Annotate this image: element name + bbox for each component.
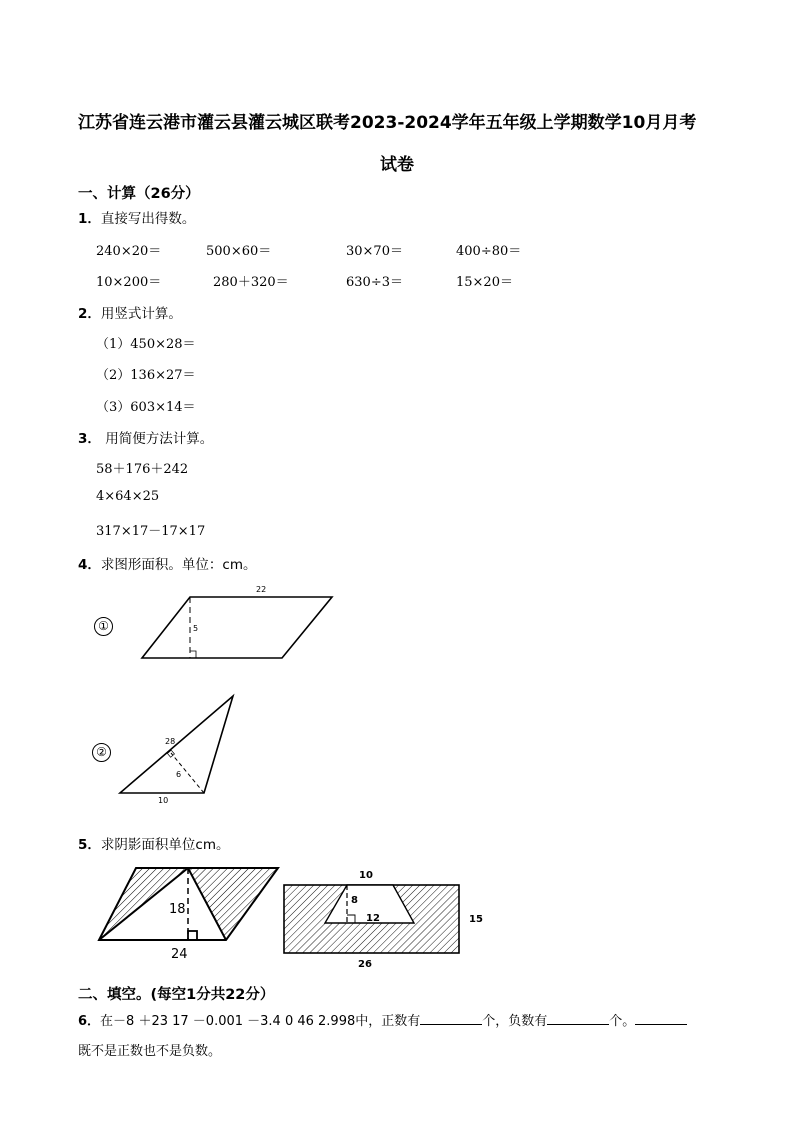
q6-blank-neither[interactable] xyxy=(635,1010,687,1025)
q4-text: 求图形面积。单位：cm。 xyxy=(100,557,257,573)
triangle-side-label: 28 xyxy=(165,737,176,746)
q2-item2: （2）136×27＝ xyxy=(96,368,196,383)
right-angle-mark xyxy=(190,651,196,658)
q6-text-a: 在－8 ＋23 17 －0.001 －3.4 0 46 2.998中，正数有 xyxy=(100,1014,421,1029)
q1 xyxy=(78,207,195,227)
parallelogram-shape xyxy=(142,597,332,658)
q4 xyxy=(78,553,256,573)
q1-r1c2: 500×60＝ xyxy=(206,244,272,259)
q2 xyxy=(78,302,182,322)
q6-blank-positive[interactable] xyxy=(420,1010,482,1025)
section1-heading: 一、计算（26分） xyxy=(78,186,200,202)
shaded-parallelogram-figure xyxy=(92,862,284,962)
q6-blank-negative[interactable] xyxy=(547,1010,609,1025)
parallelogram-figure xyxy=(130,580,350,670)
q3 xyxy=(78,427,213,447)
fig2-marker: ② xyxy=(92,743,111,762)
q1-r2c2: 280＋320＝ xyxy=(213,275,289,290)
q4-number: 4． xyxy=(78,557,101,573)
q1-r1c3: 30×70＝ xyxy=(346,244,403,259)
q3-item3: 317×17－17×17 xyxy=(96,524,206,539)
trapezoid-bottom-label: 12 xyxy=(366,913,380,924)
q6-text-c: 个。 xyxy=(609,1014,636,1029)
exam-title-line2: 试卷 xyxy=(380,155,414,175)
shaded-rectangle-figure xyxy=(280,862,490,972)
exam-title-line1: 江苏省连云港市灌云县灌云城区联考2023-2024学年五年级上学期数学10月月考 xyxy=(78,113,697,133)
q5-text: 求阴影面积单位cm。 xyxy=(100,837,230,853)
rectangle-side-label: 15 xyxy=(469,914,483,925)
q2-number: 2． xyxy=(78,306,101,322)
q5 xyxy=(78,833,229,853)
fig1-marker: ① xyxy=(94,617,113,636)
q3-item2: 4×64×25 xyxy=(96,489,160,504)
q2-item1: （1）450×28＝ xyxy=(96,337,196,352)
section2-heading: 二、填空。(每空1分共22分） xyxy=(78,987,275,1003)
q6-line2: 既不是正数也不是负数。 xyxy=(78,1044,222,1059)
q2-text: 用竖式计算。 xyxy=(100,306,182,322)
q1-r2c4: 15×20＝ xyxy=(456,275,513,290)
triangle-base-label: 10 xyxy=(158,796,169,805)
shaded-right-angle xyxy=(188,931,197,940)
rectangle-bottom-label: 26 xyxy=(358,959,372,970)
shaded-height-label: 18 xyxy=(169,902,186,917)
q1-number: 1． xyxy=(78,211,101,227)
trapezoid-top-label: 10 xyxy=(359,870,373,881)
q1-r1c4: 400÷80＝ xyxy=(456,244,522,259)
triangle-height-label: 6 xyxy=(176,770,182,779)
q1-text: 直接写出得数。 xyxy=(100,211,196,227)
q6-number: 6． xyxy=(78,1014,101,1029)
q1-r2c1: 10×200＝ xyxy=(96,275,162,290)
q3-text: 用简便方法计算。 xyxy=(100,431,214,447)
parallelogram-top-label: 22 xyxy=(256,585,267,594)
q5-number: 5． xyxy=(78,837,101,853)
q1-r1c1: 240×20＝ xyxy=(96,244,162,259)
q1-r2c3: 630÷3＝ xyxy=(346,275,403,290)
q3-item1: 58＋176＋242 xyxy=(96,462,189,477)
triangle-figure xyxy=(115,690,245,810)
parallelogram-height-label: 5 xyxy=(193,624,199,633)
q3-number: 3． xyxy=(78,431,101,447)
q6 xyxy=(78,1010,687,1029)
q6-text-b: 个，负数有 xyxy=(482,1014,548,1029)
trapezoid-height-label: 8 xyxy=(351,895,358,906)
q2-item3: （3）603×14＝ xyxy=(96,400,196,415)
shaded-base-label: 24 xyxy=(171,947,188,962)
